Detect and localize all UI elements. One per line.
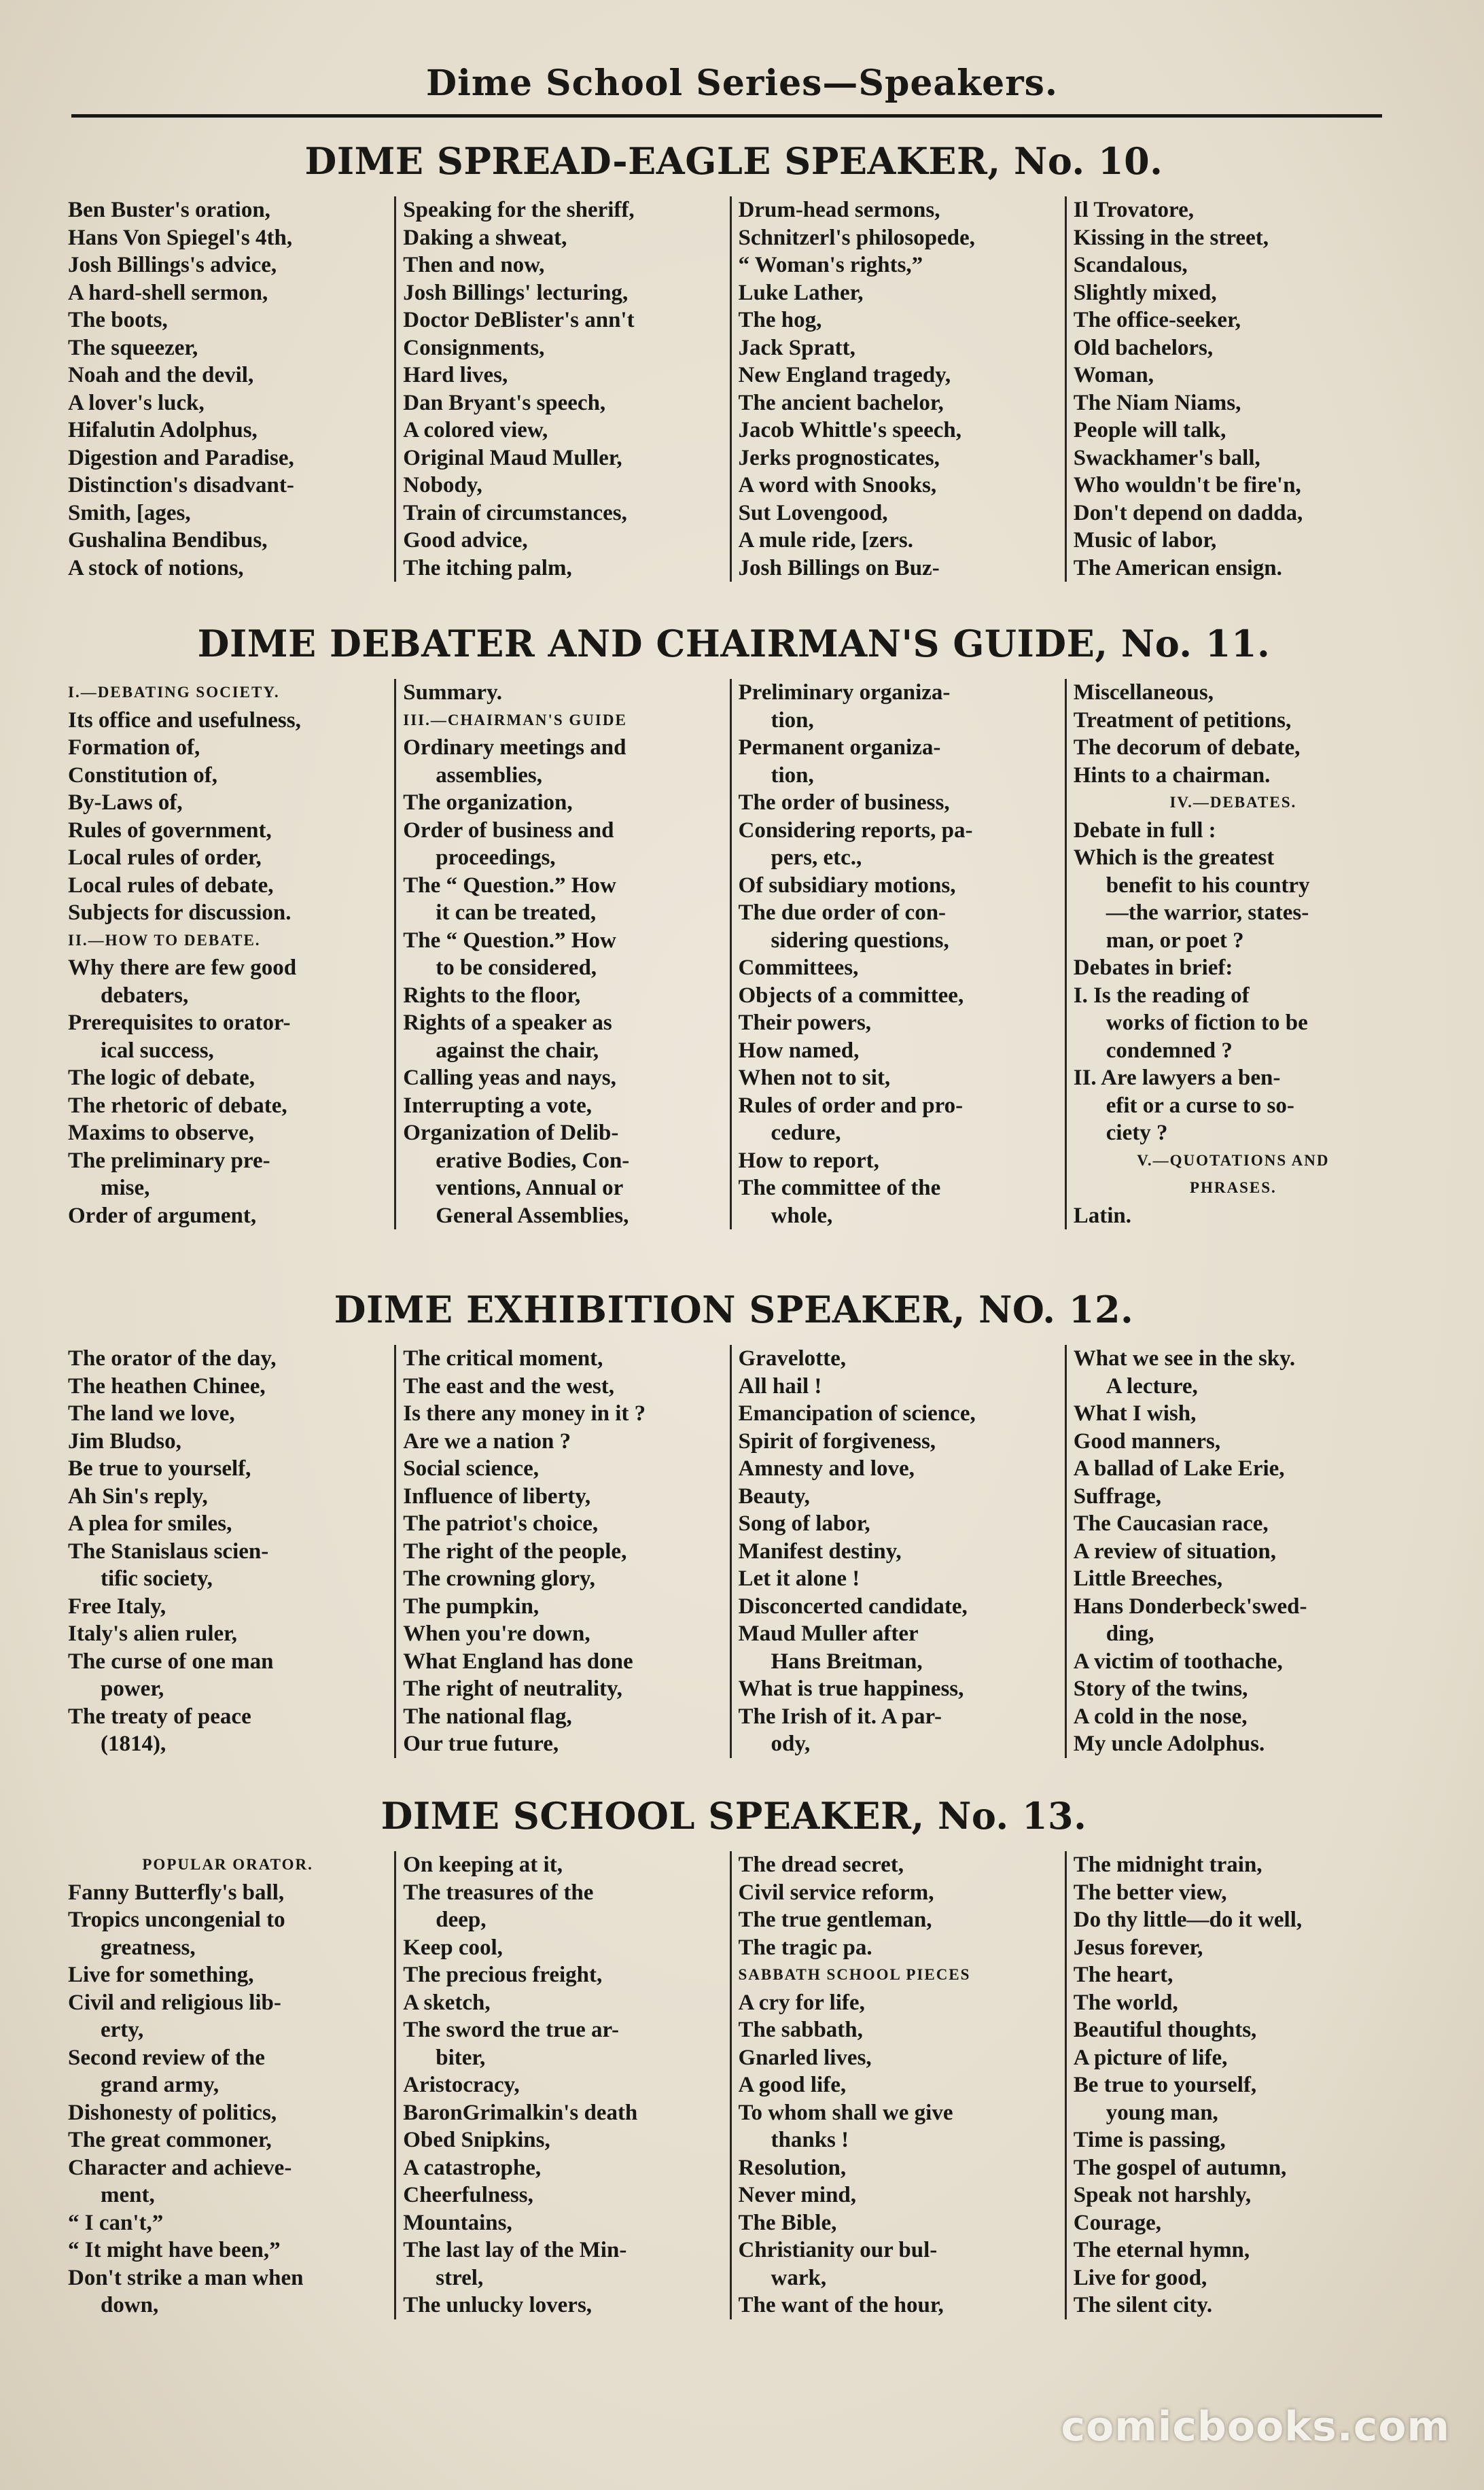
list-item: greatness, [101, 1935, 196, 1960]
list-item: Social science, [403, 1456, 540, 1481]
list-item: A stock of notions, [68, 555, 244, 580]
list-item: Music of labor, [1073, 528, 1217, 553]
list-item: The American ensign. [1073, 555, 1282, 580]
list-item: Preliminary organiza- [738, 680, 951, 705]
list-item: Maud Muller after [738, 1621, 919, 1646]
list-item: down, [101, 2293, 159, 2317]
list-item: Be true to yourself, [68, 1456, 251, 1481]
list-item: proceedings, [436, 845, 556, 870]
list-item: The great commoner, [68, 2128, 272, 2152]
list-item: Aristocracy, [403, 2073, 520, 2097]
list-item: ody, [771, 1732, 811, 1756]
list-item: The squeezer, [68, 335, 198, 360]
column-3 [730, 1345, 1065, 1758]
list-item: cedure, [771, 1121, 841, 1145]
list-item: Consignments, [403, 335, 545, 360]
list-item: man, or poet ? [1106, 928, 1244, 953]
section-columns [68, 679, 1400, 1229]
list-item: erty, [101, 2018, 144, 2042]
list-item: Gnarled lives, [738, 2045, 872, 2070]
list-item: II.—HOW TO DEBATE. [68, 931, 261, 949]
list-item: I. Is the reading of [1073, 983, 1250, 1008]
list-item: The precious freight, [403, 1963, 603, 1987]
list-item: Do thy little—do it well, [1073, 1908, 1303, 1932]
list-item: Interrupting a vote, [403, 1093, 592, 1118]
list-item: Suffrage, [1073, 1484, 1161, 1509]
section-columns [68, 196, 1400, 582]
list-item: A good life, [738, 2073, 847, 2097]
list-item: Good advice, [403, 528, 528, 553]
list-item: Our true future, [403, 1732, 559, 1756]
list-item: power, [101, 1677, 164, 1701]
list-item: POPULAR ORATOR. [142, 1856, 313, 1873]
list-item: grand army, [101, 2073, 219, 2097]
list-item: Il Trovatore, [1073, 198, 1194, 222]
list-item: benefit to his country [1106, 873, 1310, 898]
list-item: How to report, [738, 1148, 879, 1173]
list-item: Courage, [1073, 2210, 1161, 2235]
list-item: The Bible, [738, 2210, 837, 2235]
list-item: The better view, [1073, 1880, 1227, 1905]
list-item: strel, [436, 2265, 484, 2290]
list-item: Treatment of petitions, [1073, 707, 1292, 733]
list-item: mise, [101, 1176, 150, 1200]
list-item: What we see in the sky. [1073, 1346, 1296, 1371]
list-item: The want of the hour, [738, 2293, 944, 2317]
list-item: Hifalutin Adolphus, [68, 418, 258, 442]
list-item: it can be treated, [436, 900, 597, 925]
list-item: The curse of one man [68, 1649, 274, 1674]
column-1 [68, 679, 394, 1229]
list-item: Order of business and [403, 818, 614, 843]
column-1 [68, 1345, 394, 1758]
list-item: II. Are lawyers a ben- [1073, 1066, 1281, 1090]
list-item: thanks ! [771, 2128, 849, 2152]
list-item: Little Breeches, [1073, 1566, 1223, 1591]
list-item: Ordinary meetings and [403, 735, 626, 760]
list-item: Time is passing, [1073, 2128, 1226, 2152]
list-item: condemned ? [1106, 1038, 1233, 1063]
list-item: The order of business, [738, 790, 950, 815]
list-item: Civil service reform, [738, 1880, 934, 1905]
list-item: Never mind, [738, 2183, 857, 2207]
list-item: Distinction's disadvant- [68, 473, 294, 497]
list-item: Jesus forever, [1073, 1935, 1203, 1960]
list-item: Smith, [ages, [68, 500, 191, 525]
list-item: What I wish, [1073, 1401, 1197, 1426]
list-item: General Assemblies, [436, 1203, 629, 1228]
column-4 [1065, 196, 1400, 582]
list-item: When you're down, [403, 1621, 590, 1646]
list-item: tific society, [101, 1566, 213, 1591]
list-item: A hard-shell sermon, [68, 280, 268, 305]
list-item: erative Bodies, Con- [436, 1148, 630, 1173]
list-item: Local rules of debate, [68, 873, 274, 898]
list-item: A plea for smiles, [68, 1511, 232, 1536]
list-item: Italy's alien ruler, [68, 1621, 238, 1646]
list-item: Maxims to observe, [68, 1121, 255, 1145]
list-item: People will talk, [1073, 418, 1226, 442]
list-item: Debate in full : [1073, 818, 1216, 843]
list-item: The patriot's choice, [403, 1511, 599, 1536]
list-item: A mule ride, [zers. [738, 528, 914, 553]
list-item: A lecture, [1106, 1373, 1198, 1399]
list-item: Constitution of, [68, 762, 218, 788]
list-item: The gospel of autumn, [1073, 2155, 1287, 2180]
list-item: The land we love, [68, 1401, 235, 1426]
list-item: A catastrophe, [403, 2155, 542, 2180]
list-item: The eternal hymn, [1073, 2238, 1250, 2262]
list-item: Resolution, [738, 2155, 847, 2180]
list-item: Josh Billings's advice, [68, 253, 277, 277]
list-item: Speaking for the sheriff, [403, 198, 635, 222]
list-item: The right of the people, [403, 1539, 627, 1564]
list-item: The east and the west, [403, 1373, 614, 1399]
section-title: DIME EXHIBITION SPEAKER, NO. 12. [334, 1288, 1134, 1331]
list-item: Disconcerted candidate, [738, 1594, 968, 1619]
list-item: The boots, [68, 308, 168, 332]
running-head: Dime School Series—Speakers. [425, 63, 1059, 104]
list-item: The “ Question.” How [403, 928, 616, 953]
list-item: New England tragedy, [738, 363, 951, 387]
list-item: The Niam Niams, [1073, 390, 1241, 415]
list-item: Their powers, [738, 1011, 872, 1035]
list-item: wark, [771, 2265, 827, 2290]
section-debater-chairmans-guide [68, 622, 1400, 1229]
list-item: tion, [771, 762, 814, 788]
list-item: Jim Bludso, [68, 1428, 181, 1454]
list-item: Character and achieve- [68, 2155, 292, 2180]
list-item: ding, [1106, 1621, 1154, 1646]
list-item: By-Laws of, [68, 790, 183, 815]
list-item: works of fiction to be [1106, 1011, 1308, 1035]
list-item: The due order of con- [738, 900, 947, 925]
list-item: What is true happiness, [738, 1677, 964, 1701]
list-item: to be considered, [436, 955, 597, 980]
list-item: A review of situation, [1073, 1539, 1276, 1564]
list-item: Why there are few good [68, 955, 297, 980]
section-school-speaker [68, 1794, 1400, 2319]
list-item: Ah Sin's reply, [68, 1484, 208, 1509]
list-item: “ It might have been,” [68, 2238, 281, 2262]
list-item: Good manners, [1073, 1428, 1221, 1454]
list-item: The treaty of peace [68, 1704, 251, 1729]
list-item: The decorum of debate, [1073, 735, 1301, 760]
list-item: Tropics uncongenial to [68, 1908, 285, 1932]
list-item: Train of circumstances, [403, 500, 627, 525]
list-item: The logic of debate, [68, 1066, 255, 1090]
list-item: ventions, Annual or [436, 1176, 624, 1200]
list-item: Jack Spratt, [738, 335, 855, 360]
list-item: ment, [101, 2183, 155, 2207]
list-item: tion, [771, 707, 814, 733]
column-3 [730, 1851, 1065, 2319]
list-item: The hog, [738, 308, 822, 332]
column-1 [68, 1851, 394, 2319]
list-item: The office-seeker, [1073, 308, 1241, 332]
list-item: Scandalous, [1073, 253, 1188, 277]
list-item: Amnesty and love, [738, 1456, 915, 1481]
list-item: Digestion and Paradise, [68, 445, 294, 470]
list-item: To whom shall we give [738, 2100, 953, 2125]
section-columns [68, 1851, 1400, 2319]
list-item: Fanny Butterfly's ball, [68, 1880, 285, 1905]
list-item: Woman, [1073, 363, 1154, 387]
list-item: The treasures of the [403, 1880, 594, 1905]
list-item: Local rules of order, [68, 845, 262, 870]
list-item: Subjects for discussion. [68, 900, 292, 925]
list-item: The critical moment, [403, 1346, 603, 1371]
list-item: My uncle Adolphus. [1073, 1732, 1265, 1756]
list-item: The preliminary pre- [68, 1148, 270, 1173]
list-item: Considering reports, pa- [738, 818, 973, 843]
list-item: Order of argument, [68, 1203, 257, 1228]
list-item: The orator of the day, [68, 1346, 277, 1371]
list-item: Manifest destiny, [738, 1539, 902, 1564]
list-item: A word with Snooks, [738, 473, 937, 497]
list-item: Objects of a committee, [738, 983, 964, 1008]
list-item: Obed Snipkins, [403, 2128, 550, 2152]
column-2 [394, 679, 729, 1229]
list-item: Kissing in the street, [1073, 225, 1269, 250]
list-item: The “ Question.” How [403, 873, 616, 898]
list-item: Second review of the [68, 2045, 265, 2070]
list-item: Luke Lather, [738, 280, 864, 305]
list-item: Of subsidiary motions, [738, 873, 956, 898]
list-item: Civil and religious lib- [68, 1990, 281, 2015]
list-item: debaters, [101, 983, 189, 1008]
list-item: ciety ? [1106, 1121, 1168, 1145]
list-item: The organization, [403, 790, 573, 815]
list-item: The true gentleman, [738, 1908, 932, 1932]
list-item: BaronGrimalkin's death [403, 2100, 638, 2125]
list-item: The crowning glory, [403, 1566, 595, 1591]
list-item: Josh Billings on Buz- [738, 555, 940, 580]
list-item: The sabbath, [738, 2018, 863, 2042]
column-2 [394, 196, 729, 582]
list-item: Miscellaneous, [1073, 680, 1214, 705]
list-item: Calling yeas and nays, [403, 1066, 616, 1090]
list-item: Organization of Delib- [403, 1121, 619, 1145]
section-title: DIME SPREAD-EAGLE SPEAKER, No. 10. [304, 139, 1163, 183]
list-item: A victim of toothache, [1073, 1649, 1283, 1674]
list-item: A cry for life, [738, 1990, 865, 2015]
list-item: III.—CHAIRMAN'S GUIDE [403, 711, 627, 729]
list-item: young man, [1106, 2100, 1218, 2125]
list-item: —the warrior, states- [1106, 900, 1309, 925]
list-item: The Irish of it. A par- [738, 1704, 942, 1729]
list-item: The heart, [1073, 1963, 1173, 1987]
list-item: Beautiful thoughts, [1073, 2018, 1257, 2042]
list-item: Latin. [1073, 1203, 1132, 1228]
column-3 [730, 679, 1065, 1229]
list-item: efit or a curse to so- [1106, 1093, 1294, 1118]
list-item: Hans Donderbeck'swed- [1073, 1594, 1307, 1619]
list-item: Jerks prognosticates, [738, 445, 940, 470]
list-item: Noah and the devil, [68, 363, 254, 387]
list-item: The Stanislaus scien- [68, 1539, 269, 1564]
list-item: biter, [436, 2045, 486, 2070]
list-item: The last lay of the Min- [403, 2238, 627, 2262]
list-item: PHRASES. [1189, 1179, 1277, 1196]
list-item: Live for something, [68, 1963, 254, 1987]
list-item: On keeping at it, [403, 1853, 563, 1877]
list-item: Which is the greatest [1073, 845, 1275, 870]
section-spread-eagle-speaker [68, 139, 1400, 582]
list-item: The Caucasian race, [1073, 1511, 1269, 1536]
list-item: Ben Buster's oration, [68, 198, 270, 222]
list-item: (1814), [101, 1732, 166, 1756]
section-exhibition-speaker [68, 1288, 1400, 1758]
list-item: ical success, [101, 1038, 214, 1063]
list-item: The tragic pa. [738, 1935, 872, 1960]
list-item: Rules of government, [68, 818, 272, 843]
list-item: deep, [436, 1908, 487, 1932]
list-item: The ancient bachelor, [738, 390, 944, 415]
list-item: A colored view, [403, 418, 548, 442]
list-item: Story of the twins, [1073, 1677, 1248, 1701]
watermark: comicbooks.com [1061, 2403, 1450, 2451]
list-item: Free Italy, [68, 1594, 166, 1619]
list-item: Influence of liberty, [403, 1484, 591, 1509]
list-item: Keep cool, [403, 1935, 503, 1960]
list-item: Committees, [738, 955, 859, 980]
list-item: All hail ! [738, 1373, 822, 1399]
list-item: Cheerfulness, [403, 2183, 533, 2207]
section-columns [68, 1345, 1400, 1758]
column-4 [1065, 1345, 1400, 1758]
head-rule [71, 114, 1382, 118]
list-item: Rights to the floor, [403, 983, 581, 1008]
list-item: Then and now, [403, 253, 545, 277]
list-item: “ I can't,” [68, 2210, 164, 2235]
column-2 [394, 1345, 729, 1758]
list-item: I.—DEBATING SOCIETY. [68, 684, 280, 701]
list-item: Hints to a chairman. [1073, 762, 1271, 788]
list-item: Permanent organiza- [738, 735, 941, 760]
list-item: Schnitzerl's philosopede, [738, 225, 975, 250]
list-item: A cold in the nose, [1073, 1704, 1248, 1729]
list-item: Mountains, [403, 2210, 512, 2235]
list-item: The national flag, [403, 1704, 572, 1729]
list-item: Formation of, [68, 735, 200, 760]
list-item: assemblies, [436, 762, 542, 788]
list-item: “ Woman's rights,” [738, 253, 923, 277]
list-item: When not to sit, [738, 1066, 891, 1090]
column-2 [394, 1851, 729, 2319]
list-item: Live for good, [1073, 2265, 1207, 2290]
list-item: A lover's luck, [68, 390, 205, 415]
list-item: Spirit of forgiveness, [738, 1428, 936, 1454]
list-item: How named, [738, 1038, 860, 1063]
list-item: What England has done [403, 1649, 633, 1674]
column-3 [730, 196, 1065, 582]
list-item: Swackhamer's ball, [1073, 445, 1260, 470]
list-item: Jacob Whittle's speech, [738, 418, 961, 442]
list-item: Prerequisites to orator- [68, 1011, 291, 1035]
section-title: DIME SCHOOL SPEAKER, No. 13. [381, 1794, 1087, 1838]
list-item: Old bachelors, [1073, 335, 1214, 360]
list-item: Daking a shweat, [403, 225, 567, 250]
column-4 [1065, 679, 1400, 1229]
list-item: Sut Lovengood, [738, 500, 888, 525]
list-item: Don't depend on dadda, [1073, 500, 1303, 525]
list-item: Hans Von Spiegel's 4th, [68, 225, 293, 250]
list-item: Speak not harshly, [1073, 2183, 1252, 2207]
list-item: The silent city. [1073, 2293, 1213, 2317]
list-item: Who wouldn't be fire'n, [1073, 473, 1301, 497]
list-item: A picture of life, [1073, 2045, 1228, 2070]
list-item: A sketch, [403, 1990, 491, 2015]
list-item: Emancipation of science, [738, 1401, 976, 1426]
list-item: Don't strike a man when [68, 2265, 304, 2290]
section-title: DIME DEBATER AND CHAIRMAN'S GUIDE, No. 11. [197, 622, 1271, 665]
list-item: The rhetoric of debate, [68, 1093, 287, 1118]
column-1 [68, 196, 394, 582]
list-item: Gravelotte, [738, 1346, 847, 1371]
list-item: Nobody, [403, 473, 482, 497]
list-item: The right of neutrality, [403, 1677, 622, 1701]
list-item: whole, [771, 1203, 833, 1228]
list-item: Summary. [403, 680, 503, 705]
list-item: Slightly mixed, [1073, 280, 1217, 305]
list-item: Let it alone ! [738, 1566, 860, 1591]
list-item: The sword the true ar- [403, 2018, 619, 2042]
list-item: sidering questions, [771, 928, 949, 953]
list-item: Debates in brief: [1073, 955, 1233, 980]
list-item: Its office and usefulness, [68, 707, 301, 733]
list-item: Rights of a speaker as [403, 1011, 612, 1035]
list-item: Song of labor, [738, 1511, 870, 1536]
list-item: Hans Breitman, [771, 1649, 923, 1674]
list-item: The itching palm, [403, 555, 572, 580]
list-item: against the chair, [436, 1038, 599, 1063]
list-item: Are we a nation ? [403, 1428, 571, 1454]
list-item: Drum-head sermons, [738, 198, 940, 222]
list-item: Doctor DeBlister's ann't [403, 308, 635, 332]
list-item: IV.—DEBATES. [1169, 794, 1297, 811]
list-item: Is there any money in it ? [403, 1401, 646, 1426]
list-item: Be true to yourself, [1073, 2073, 1257, 2097]
list-item: Dishonesty of politics, [68, 2100, 277, 2125]
list-item: Josh Billings' lecturing, [403, 280, 629, 305]
list-item: Dan Bryant's speech, [403, 390, 606, 415]
list-item: The pumpkin, [403, 1594, 540, 1619]
list-item: The committee of the [738, 1176, 941, 1200]
list-item: Rules of order and pro- [738, 1093, 964, 1118]
list-item: Beauty, [738, 1484, 810, 1509]
list-item: Hard lives, [403, 363, 508, 387]
list-item: Original Maud Muller, [403, 445, 622, 470]
list-item: The midnight train, [1073, 1853, 1262, 1877]
list-item: Gushalina Bendibus, [68, 528, 268, 553]
list-item: The heathen Chinee, [68, 1373, 266, 1399]
list-item: SABBATH SCHOOL PIECES [738, 1966, 971, 1983]
list-item: A ballad of Lake Erie, [1073, 1456, 1285, 1481]
list-item: Christianity our bul- [738, 2238, 938, 2262]
list-item: The dread secret, [738, 1853, 904, 1877]
list-item: The world, [1073, 1990, 1178, 2015]
column-4 [1065, 1851, 1400, 2319]
list-item: pers, etc., [771, 845, 862, 870]
list-item: The unlucky lovers, [403, 2293, 593, 2317]
list-item: V.—QUOTATIONS AND [1137, 1151, 1330, 1169]
